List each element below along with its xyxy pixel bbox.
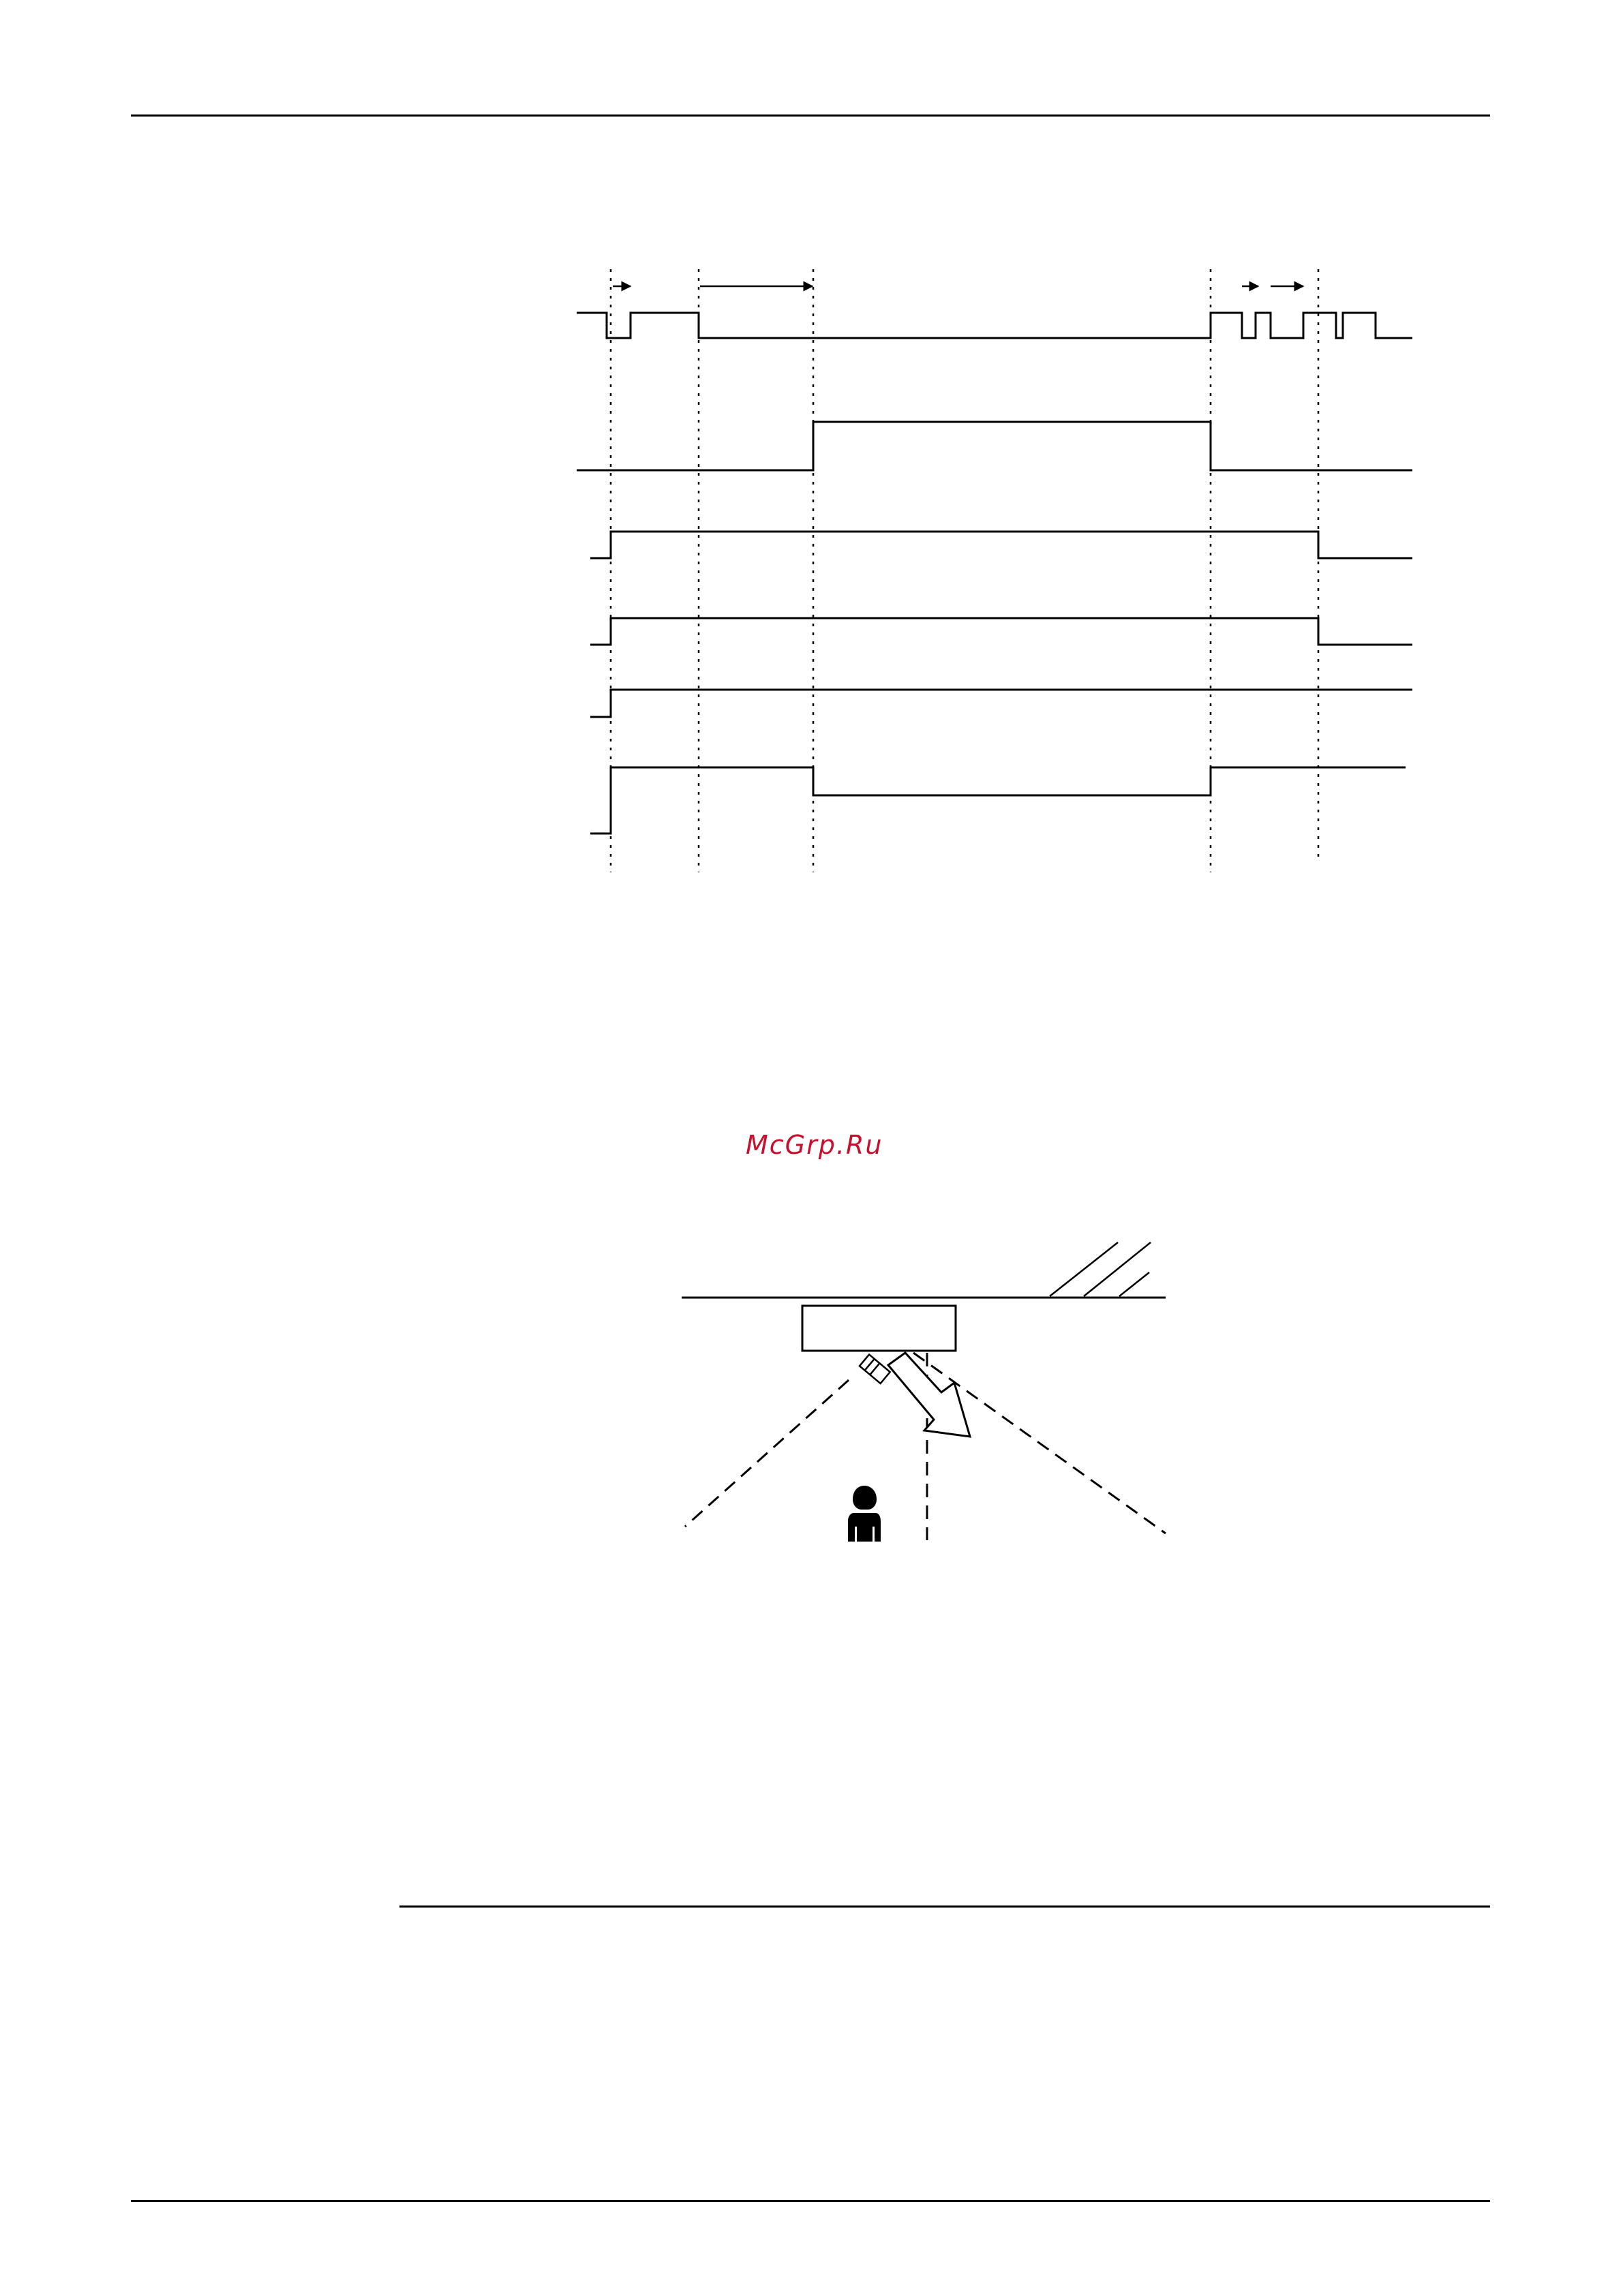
waveform-4 — [590, 618, 1412, 645]
ceiling-hatch — [1050, 1242, 1151, 1296]
waveform-2 — [577, 422, 1412, 470]
header-rule — [131, 114, 1490, 117]
footer-rule — [131, 2200, 1490, 2202]
sensor-element — [860, 1354, 890, 1383]
section-rule — [399, 1905, 1490, 1908]
waveform-6 — [590, 767, 1406, 833]
waveform-1 — [577, 313, 1412, 338]
person-icon — [848, 1486, 881, 1542]
waveforms — [577, 313, 1412, 833]
waveform-5 — [590, 690, 1412, 717]
watermark-text: McGrp.Ru — [746, 1130, 883, 1160]
time-markers — [611, 269, 1318, 872]
indoor-unit-box — [802, 1306, 956, 1351]
airflow-arrow-icon — [888, 1353, 970, 1437]
ceiling-unit-diagram — [675, 1227, 1179, 1554]
waveform-3 — [590, 532, 1412, 558]
timing-diagram — [566, 259, 1425, 886]
